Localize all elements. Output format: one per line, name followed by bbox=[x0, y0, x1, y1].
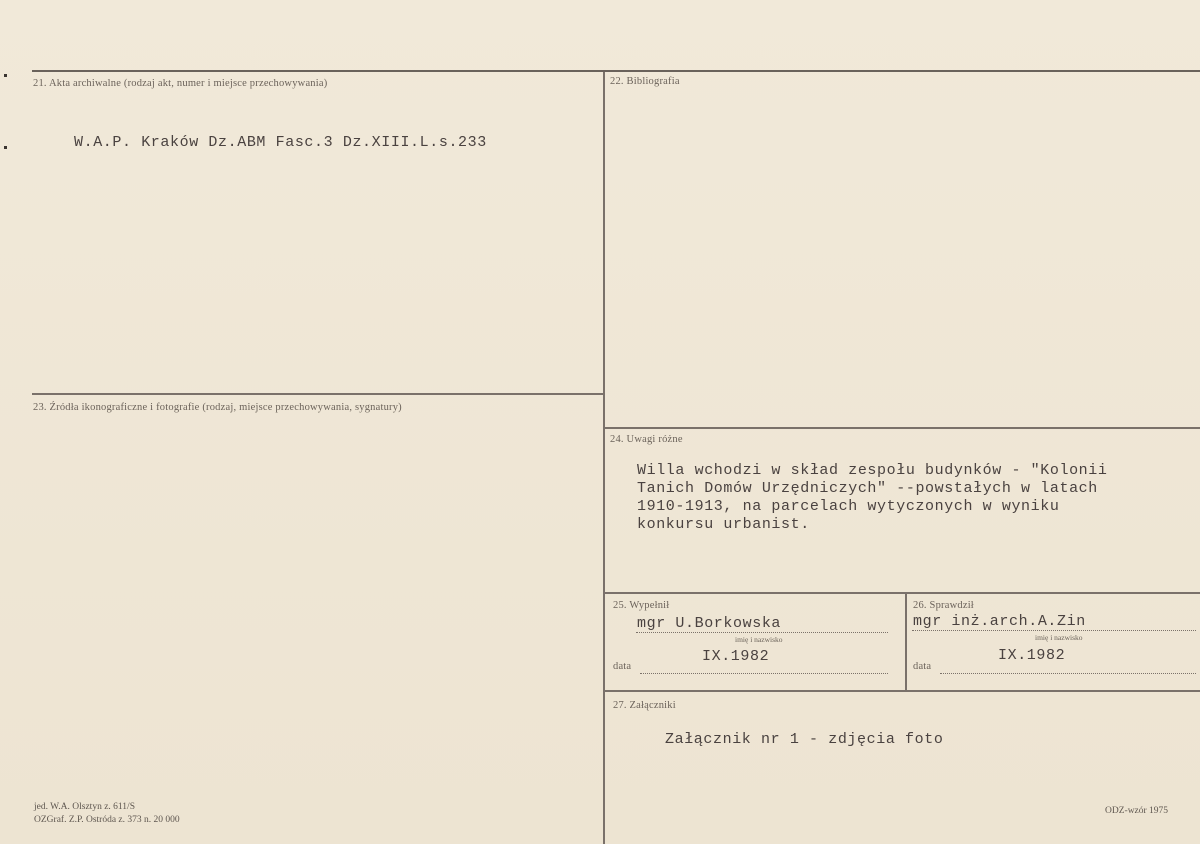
section-26-name: mgr inż.arch.A.Zin bbox=[913, 613, 1086, 630]
section-25-name-caption: imię i nazwisko bbox=[735, 635, 783, 644]
margin-mark-bottom bbox=[4, 146, 7, 149]
left-middle-rule bbox=[32, 393, 603, 395]
section-25-date-line bbox=[640, 673, 888, 674]
section-26-name-caption: imię i nazwisko bbox=[1035, 633, 1083, 642]
section-23-label: 23. Źródła ikonograficzne i fotografie (rodzaj, miejsce przechowywania, sygnatury) bbox=[33, 402, 402, 413]
section-27-label: 27. Załączniki bbox=[613, 700, 676, 711]
section-22-label: 22. Bibliografia bbox=[610, 76, 680, 87]
margin-mark-top bbox=[4, 74, 7, 77]
section-21-label: 21. Akta archiwalne (rodzaj akt, numer i miejsce przechowywania) bbox=[33, 78, 328, 89]
section-26-name-line bbox=[912, 630, 1196, 631]
section-24-value: Willa wchodzi w skład zespołu budynków - "Kolonii Tanich Domów Urzędniczych" --powstałych w latach 1910-1913, na parcelach wytyczonych w wyniku konkursu urbanist. bbox=[637, 462, 1108, 533]
section-25-name-line bbox=[636, 632, 888, 633]
section-25-name: mgr U.Borkowska bbox=[637, 615, 782, 632]
printer-imprint-line-2: OZGraf. Z.P. Ostróda z. 373 n. 20 000 bbox=[34, 815, 180, 825]
section-25-date-label: data bbox=[613, 661, 632, 672]
center-vertical-rule bbox=[603, 72, 605, 844]
section-21-value: W.A.P. Kraków Dz.ABM Fasc.3 Dz.XIII.L.s.233 bbox=[74, 134, 487, 151]
section-27-value: Załącznik nr 1 - zdjęcia foto bbox=[665, 731, 944, 748]
printer-imprint-line-1: jed. W.A. Olsztyn z. 611/S bbox=[34, 802, 135, 812]
section-26-date-label: data bbox=[913, 661, 932, 672]
signature-divider-rule bbox=[905, 594, 907, 690]
section-24-label: 24. Uwagi różne bbox=[610, 434, 683, 445]
section-26-label: 26. Sprawdził bbox=[913, 600, 974, 611]
section-26-date-line bbox=[940, 673, 1196, 674]
signature-top-rule bbox=[605, 592, 1200, 594]
right-middle-rule bbox=[605, 427, 1200, 429]
top-rule bbox=[32, 70, 1200, 72]
section-25-label: 25. Wypełnił bbox=[613, 600, 670, 611]
section-25-date: IX.1982 bbox=[702, 648, 770, 665]
section-26-date: IX.1982 bbox=[998, 647, 1066, 664]
signature-bottom-rule bbox=[605, 690, 1200, 692]
form-id: ODZ-wzór 1975 bbox=[1105, 806, 1169, 816]
